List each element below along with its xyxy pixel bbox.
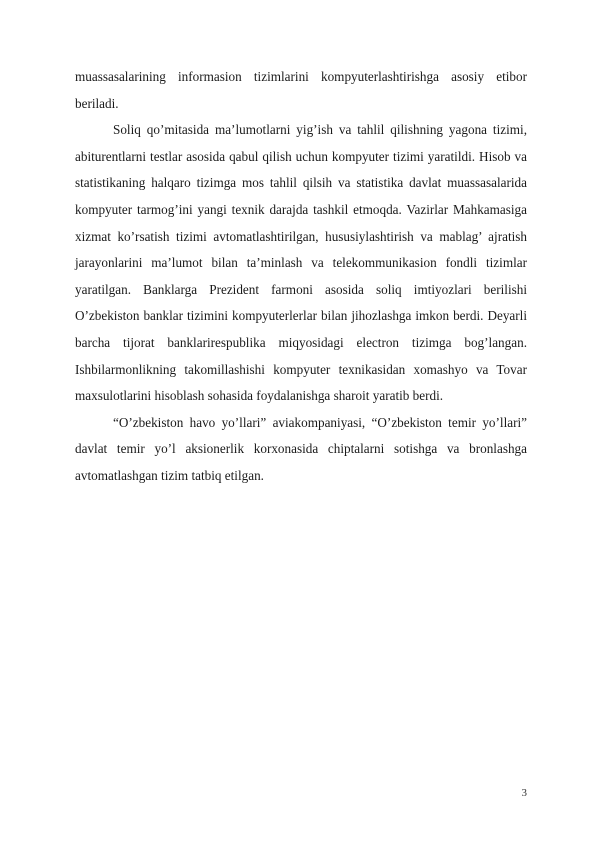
page-number: 3	[521, 787, 527, 799]
paragraph-1: muassasalarining informasion tizimlarini kompyuterlashtirishga asosiy etibor beriladi.	[75, 69, 527, 111]
paragraph-3: “O’zbekiston havo yo’llari” aviakompaniyasi, “O’zbekiston temir yo’llari” davlat temir yo’l aksionerlik korxonasida chiptalarni sotishga va bronlashga avtomatlashgan tizim tatbiq etilgan.	[75, 414, 527, 483]
paragraph-2: Soliq qo’mitasida ma’lumotlarni yig’ish va tahlil qilishning yagona tizimi, abiturentlarni testlar asosida qabul qilish uchun kompyuter tizimi yaratildi. Hisob va statistikaning halqaro tizimga mos tahlil qilsih va statistika davlat muassasalarida kompyuter tarmog’ini yangi texnik darajda tashkil etmoqda. Vazirlar Mahkamasiga xizmat ko’rsatish tizimi avtomatlashtirilgan, hususiylashtirish va mablag’ ajratish jarayonlarini ma’lumot bilan ta’minlash va telekommunikasion fondli tizimlar yaratilgan. Banklarga Prezident farmoni asosida soliq imtiyozlari berilishi O’zbekiston banklar tizimini kompyuterlerlar bilan jihozlashga imkon berdi. Deyarli barcha tijorat banklarirespublika miqyosidagi electron tizimga bog’langan. Ishbilarmonlikning takomillashishi kompyuter texnikasidan xomashyo va Tovar maxsulotlarini hisoblash sohasida foydalanishga sharoit yaratib berdi.	[75, 122, 527, 404]
body-text	[75, 64, 527, 490]
